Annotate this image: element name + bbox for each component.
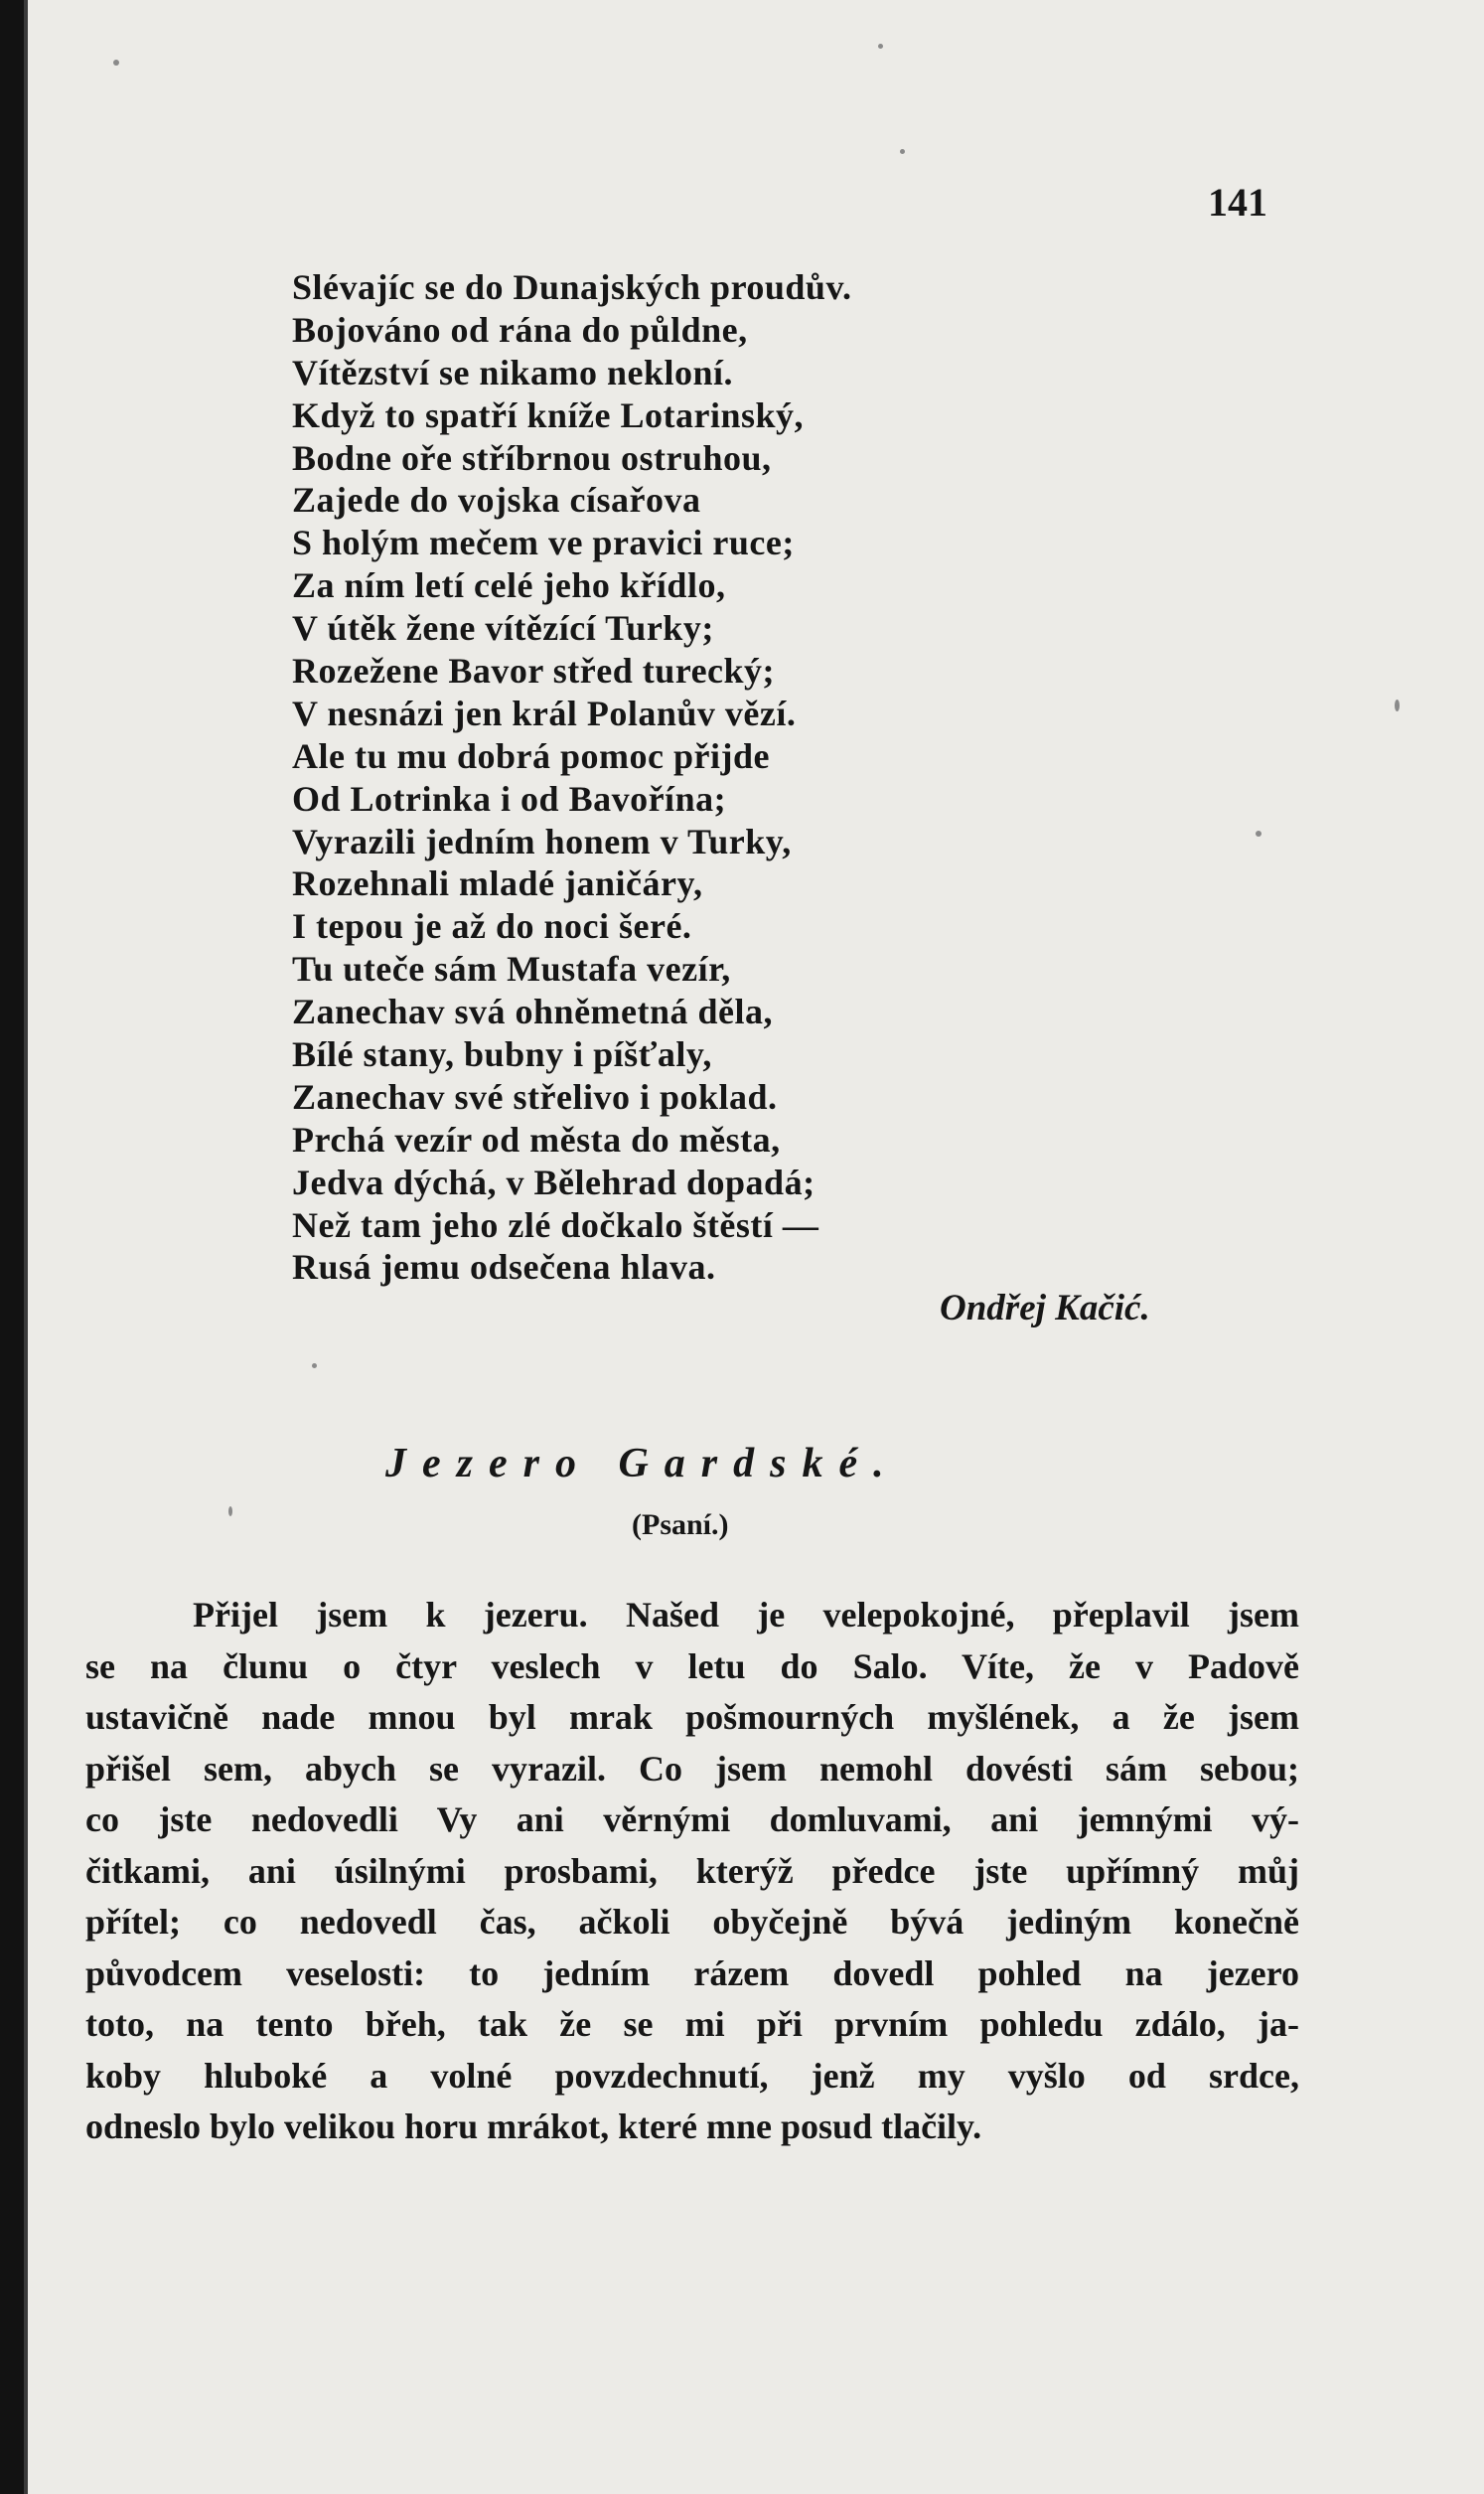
prose-paragraph [85, 1590, 1299, 2153]
paper-speck [113, 60, 119, 66]
poem-line: Prchá vezír od města do města, [292, 1119, 781, 1160]
page-number: 141 [1208, 180, 1267, 225]
poem [292, 266, 851, 1289]
prose-line: koby hluboké a volné povzdechnutí, jenž my vyšlo od srdce, [85, 2055, 1299, 2096]
poem-author: Ondřej Kačić. [940, 1288, 1150, 1328]
prose-line: odneslo bylo velikou horu mrákot, které mne posud tlačily. [85, 2106, 982, 2146]
prose-line: přítel; co nedovedl čas, ačkoli obyčejně bývá jediným konečně [85, 1902, 1299, 1942]
book-page [24, 0, 1484, 2494]
paper-speck [312, 1363, 317, 1368]
prose-line: Přijel jsem k jezeru. Našed je velepokojné, přeplavil jsem [193, 1595, 1299, 1635]
poem-line: Vítězství se nikamo nekloní. [292, 352, 734, 392]
poem-line: Zajede do vojska císařova [292, 480, 701, 521]
poem-line: Za ním letí celé jeho křídlo, [292, 565, 726, 606]
paper-speck [1256, 831, 1261, 837]
section-title: Jezero Gardské. [385, 1441, 900, 1486]
prose-line: se na člunu o čtyr veslech v letu do Salo. Víte, že v Padově [85, 1645, 1299, 1686]
prose-line: původcem veselosti: to jedním rázem dovedl pohled na jezero [85, 1952, 1299, 1993]
poem-line: V útěk žene vítězící Turky; [292, 608, 714, 649]
poem-line: Rozehnali mladé janičáry, [292, 863, 703, 904]
prose-line: toto, na tento břeh, tak že se mi při prvním pohledu zdálo, ja- [85, 2004, 1299, 2044]
poem-line: Když to spatří kníže Lotarinský, [292, 394, 805, 435]
section-subtitle: (Psaní.) [632, 1508, 729, 1541]
poem-line: Bílé stany, bubny i píšťaly, [292, 1034, 712, 1075]
paper-speck [228, 1506, 232, 1516]
poem-line: Ale tu mu dobrá pomoc přijde [292, 735, 770, 776]
poem-line: Slévajíc se do Dunajských proudův. [292, 267, 852, 307]
prose-line: přišel sem, abych se vyrazil. Co jsem nemohl dovésti sám sebou; [85, 1748, 1299, 1789]
poem-line: S holým mečem ve pravici ruce; [292, 523, 795, 563]
poem-line: Než tam jeho zlé dočkalo štěstí — [292, 1204, 819, 1245]
prose-line: co jste nedovedli Vy ani věrnými domluvami, ani jemnými vý- [85, 1799, 1299, 1839]
prose-line: ustavičně nade mnou byl mrak pošmourných myšlének, a že jsem [85, 1697, 1299, 1737]
poem-line: Zanechav své střelivo i poklad. [292, 1076, 778, 1117]
poem-line: Od Lotrinka i od Bavořína; [292, 778, 727, 819]
prose-line: čitkami, ani úsilnými prosbami, kterýž předce jste upřímný můj [85, 1850, 1299, 1891]
paper-speck [878, 44, 883, 49]
paper-speck [1395, 700, 1400, 711]
poem-line: Jedva dýchá, v Bělehrad dopadá; [292, 1162, 816, 1202]
poem-line: Bojováno od rána do půldne, [292, 309, 748, 350]
poem-line: Vyrazili jedním honem v Turky, [292, 821, 792, 861]
paper-speck [900, 149, 905, 154]
poem-line: Tu uteče sám Mustafa vezír, [292, 949, 731, 990]
poem-line: I tepou je až do noci šeré. [292, 906, 692, 947]
poem-line: Bodne oře stříbrnou ostruhou, [292, 437, 772, 478]
poem-line: Rusá jemu odsečena hlava. [292, 1247, 716, 1288]
poem-line: Rozežene Bavor střed turecký; [292, 651, 776, 692]
poem-line: Zanechav svá ohněmetná děla, [292, 992, 774, 1032]
poem-line: V nesnázi jen král Polanův vězí. [292, 693, 797, 733]
